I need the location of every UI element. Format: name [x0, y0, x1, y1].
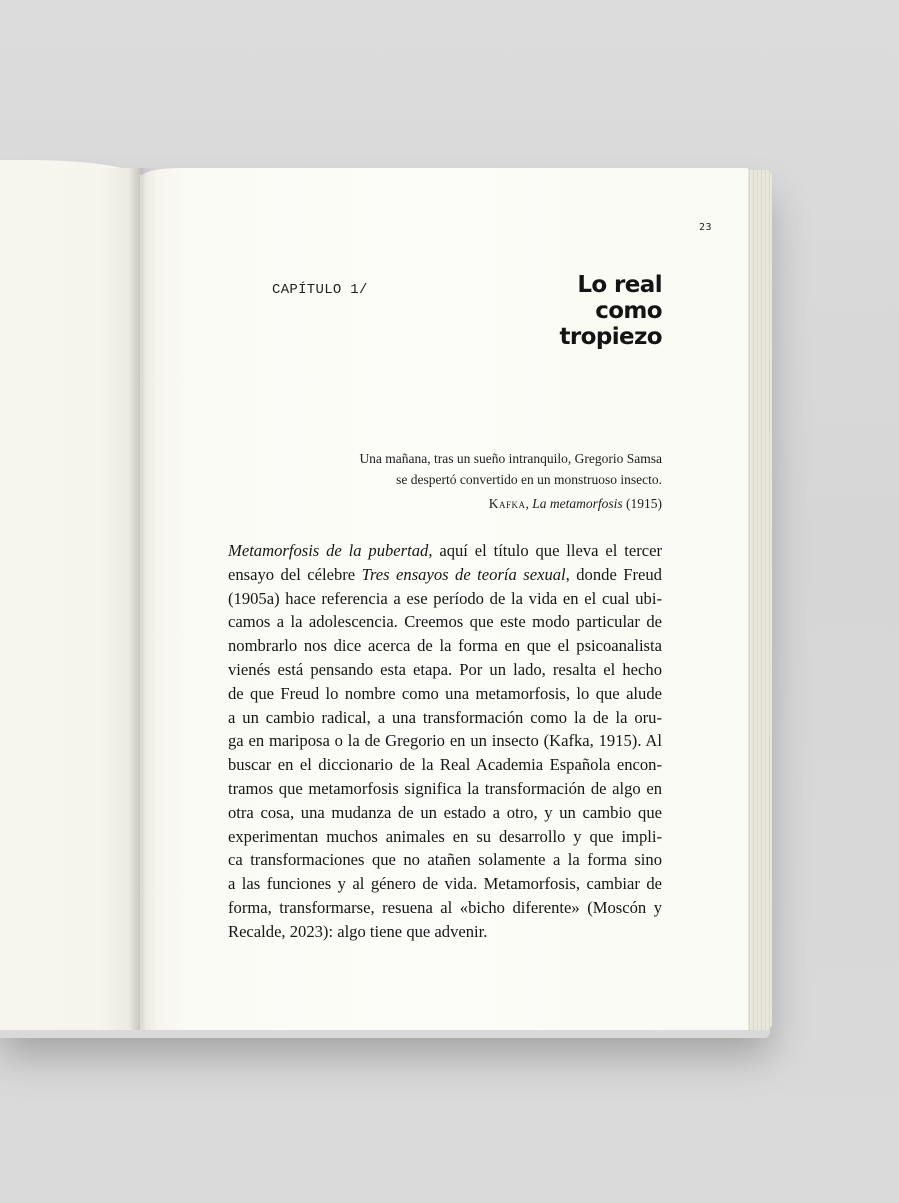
paragraph-line: de que Freud lo nombre como una metamorfosis, lo que alude [228, 683, 662, 703]
paragraph-text: , aquí el título que lleva el tercer [428, 541, 662, 560]
chapter-label: CAPÍTULO 1/ [272, 282, 368, 298]
epigraph [300, 448, 662, 490]
paragraph-line: a un cambio radical, a una transformación como la de la oru- [228, 707, 662, 727]
book-gutter [128, 168, 158, 1030]
paragraph-line [228, 563, 662, 587]
page-number: 23 [698, 222, 712, 233]
paragraph-line: ca transformaciones que no atañen solamente a la forma sino [228, 850, 662, 870]
paragraph-line: nombrarlo nos dice acerca de la forma en que el psicoanalista [228, 636, 662, 656]
chapter-title-line: Lo real [577, 272, 662, 298]
paragraph-line: tramos que metamorfosis significa la transformación de algo en [228, 778, 662, 798]
chapter-title [520, 272, 662, 350]
chapter-title-line: tropiezo [559, 324, 662, 350]
attribution-separator: , [525, 496, 533, 511]
paragraph-line: otra cosa, una mudanza de un estado a otro, y un cambio que [228, 802, 662, 822]
paragraph-text: , donde Freud [565, 564, 662, 584]
paragraph-line: forma, transformarse, resuena al «bicho diferente» (Moscón y [228, 897, 662, 917]
paragraph-line: buscar en el diccionario de la Real Academia Española encon- [228, 755, 662, 775]
work-title-italic: Tres ensayos de teoría sexual [361, 564, 566, 584]
paragraph-line: (1905a) hace referencia a ese período de la vida en el cual ubi- [228, 588, 662, 608]
work-title-italic: Metamorfosis de la pubertad [228, 541, 429, 560]
epigraph-work: La metamorfosis [532, 496, 623, 511]
paragraph-line: a las funciones y al género de vida. Metamorfosis, cambiar de [228, 874, 662, 894]
epigraph-attribution [420, 496, 662, 512]
paragraph-line: camos a la adolescencia. Creemos que este modo particular de [228, 612, 662, 632]
epigraph-year: (1915) [622, 496, 662, 511]
epigraph-author: Kafka [488, 496, 526, 511]
paragraph-line: experimentan muchos animales en su desarrollo y que impli- [228, 826, 662, 846]
chapter-title-line: como [595, 298, 662, 324]
epigraph-line: Una mañana, tras un sueño intranquilo, Gregorio Samsa [359, 451, 662, 466]
paragraph-line: vienés está pensando esta etapa. Por un lado, resalta el hecho [228, 659, 662, 679]
paragraph-line [228, 539, 662, 563]
paragraph-line: ga en mariposa o la de Gregorio en un insecto (Kafka, 1915). Al [228, 731, 662, 751]
epigraph-line: se despertó convertido en un monstruoso insecto. [396, 472, 662, 487]
body-paragraph [228, 539, 662, 944]
paragraph-text: ensayo del célebre [228, 564, 362, 584]
left-page [0, 168, 140, 1030]
paragraph-line: Recalde, 2023): algo tiene que advenir. [228, 921, 488, 941]
